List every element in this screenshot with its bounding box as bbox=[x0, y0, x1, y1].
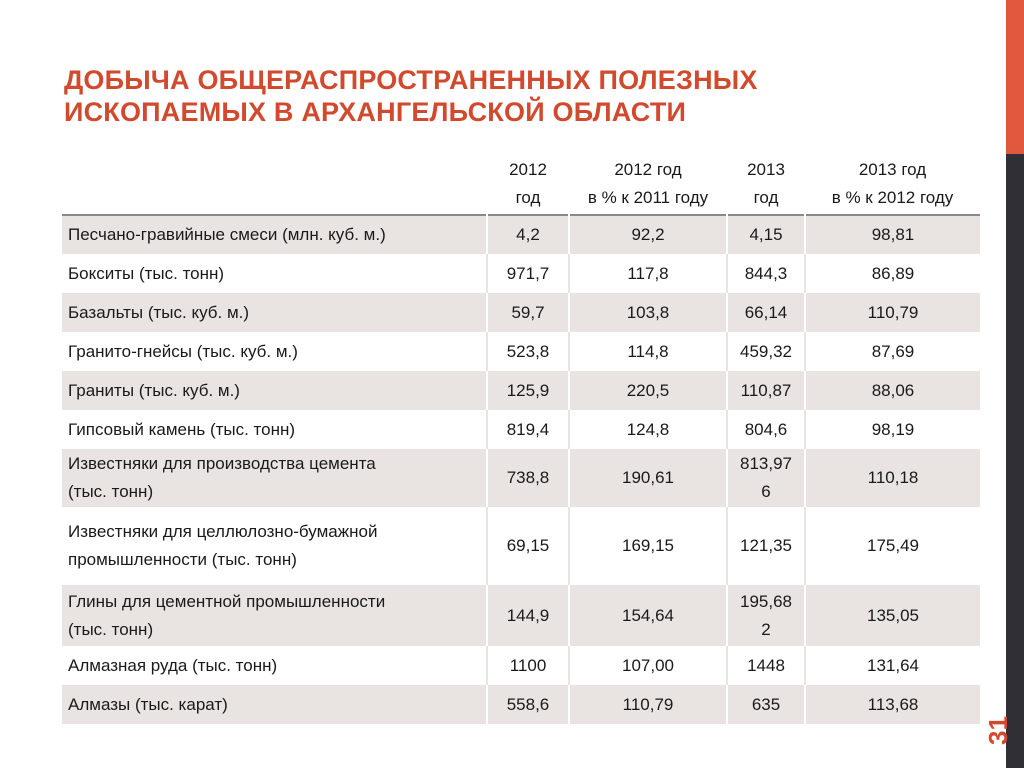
slide-title-line-2: ИСКОПАЕМЫХ В АРХАНГЕЛЬСКОЙ ОБЛАСТИ bbox=[64, 97, 687, 127]
slide-number bbox=[978, 700, 1018, 760]
cell-2013-pct: 131,64 bbox=[805, 646, 980, 685]
cell-2013 bbox=[727, 449, 805, 507]
cell-2013-pct: 135,05 bbox=[805, 585, 980, 646]
sidebar-accent-top bbox=[1006, 0, 1024, 154]
cell-2012: 819,4 bbox=[487, 410, 569, 449]
cell-2012-pct: 107,00 bbox=[569, 646, 727, 685]
cell-2012: 971,7 bbox=[487, 254, 569, 293]
header-2012-pct bbox=[569, 154, 727, 215]
cell-2013: 844,3 bbox=[727, 254, 805, 293]
cell-2013-pct: 86,89 bbox=[805, 254, 980, 293]
table-row bbox=[62, 685, 980, 724]
cell-2013-pct: 98,81 bbox=[805, 215, 980, 254]
cell-2012-pct: 117,8 bbox=[569, 254, 727, 293]
mining-table bbox=[62, 154, 980, 724]
table-row bbox=[62, 293, 980, 332]
cell-2012-pct: 103,8 bbox=[569, 293, 727, 332]
cell-2012: 523,8 bbox=[487, 332, 569, 371]
table-row bbox=[62, 449, 980, 507]
cell-2013: 1448 bbox=[727, 646, 805, 685]
cell-2013: 4,15 bbox=[727, 215, 805, 254]
slide-title-line-1: ДОБЫЧА ОБЩЕРАСПРОСТРАНЕННЫХ ПОЛЕЗНЫХ bbox=[64, 65, 758, 95]
table-row bbox=[62, 215, 980, 254]
row-name-line2: (тыс. тонн) bbox=[68, 619, 154, 639]
cell-2012: 738,8 bbox=[487, 449, 569, 507]
header-2013-pct-line1: 2013 год bbox=[858, 160, 927, 179]
header-2012-line1: 2012 bbox=[509, 160, 547, 179]
sidebar-accent-bottom bbox=[1006, 154, 1024, 768]
cell-2013: 121,35 bbox=[727, 507, 805, 585]
cell-2012-pct: 124,8 bbox=[569, 410, 727, 449]
header-2012-pct-line2: в % к 2011 году bbox=[587, 188, 709, 207]
cell-2013-pct: 110,79 bbox=[805, 293, 980, 332]
header-2013-pct-line2: в % к 2012 году bbox=[831, 188, 954, 207]
cell-2013: 635 bbox=[727, 685, 805, 724]
row-name: Бокситы (тыс. тонн) bbox=[62, 254, 487, 293]
cell-2013-pct: 88,06 bbox=[805, 371, 980, 410]
cell-2013: 459,32 bbox=[727, 332, 805, 371]
header-2013-pct bbox=[805, 154, 980, 215]
cell-2012: 144,9 bbox=[487, 585, 569, 646]
row-name: Гранито-гнейсы (тыс. куб. м.) bbox=[62, 332, 487, 371]
cell-2013-line1: 813,97 bbox=[740, 454, 792, 473]
cell-2013: 804,6 bbox=[727, 410, 805, 449]
header-2013 bbox=[727, 154, 805, 215]
cell-2012-pct: 169,15 bbox=[569, 507, 727, 585]
row-name-line1: Глины для цементной промышленности bbox=[68, 591, 386, 611]
table-row bbox=[62, 585, 980, 646]
cell-2013-pct: 98,19 bbox=[805, 410, 980, 449]
header-2012-line2: год bbox=[515, 188, 541, 207]
cell-2012: 69,15 bbox=[487, 507, 569, 585]
cell-2013-line2: 6 bbox=[761, 482, 771, 501]
row-name-line1: Известняки для производства цемента bbox=[68, 454, 376, 473]
table-header-row bbox=[62, 154, 980, 215]
table-row bbox=[62, 254, 980, 293]
table-row bbox=[62, 332, 980, 371]
row-name bbox=[62, 449, 487, 507]
cell-2012: 1100 bbox=[487, 646, 569, 685]
cell-2012-pct: 190,61 bbox=[569, 449, 727, 507]
cell-2012-pct: 154,64 bbox=[569, 585, 727, 646]
row-name: Граниты (тыс. куб. м.) bbox=[62, 371, 487, 410]
row-name: Гипсовый камень (тыс. тонн) bbox=[62, 410, 487, 449]
cell-2013-line1: 195,68 bbox=[740, 591, 792, 611]
row-name: Алмазы (тыс. карат) bbox=[62, 685, 487, 724]
cell-2012: 558,6 bbox=[487, 685, 569, 724]
cell-2012: 59,7 bbox=[487, 293, 569, 332]
slide-title bbox=[64, 64, 984, 128]
cell-2013: 110,87 bbox=[727, 371, 805, 410]
cell-2013-line2: 2 bbox=[761, 619, 771, 639]
row-name bbox=[62, 585, 487, 646]
cell-2013-pct: 113,68 bbox=[805, 685, 980, 724]
cell-2013 bbox=[727, 585, 805, 646]
header-2013-line1: 2013 bbox=[747, 160, 785, 179]
row-name-line2: промышленности (тыс. тонн) bbox=[68, 550, 297, 569]
row-name: Базальты (тыс. куб. м.) bbox=[62, 293, 487, 332]
header-2012-pct-line1: 2012 год bbox=[614, 160, 682, 179]
row-name: Алмазная руда (тыс. тонн) bbox=[62, 646, 487, 685]
cell-2012-pct: 110,79 bbox=[569, 685, 727, 724]
header-2013-line2: год bbox=[753, 188, 779, 207]
cell-2013-pct: 175,49 bbox=[805, 507, 980, 585]
cell-2012: 125,9 bbox=[487, 371, 569, 410]
row-name bbox=[62, 507, 487, 585]
slide-number-text: 31 bbox=[982, 715, 1013, 745]
cell-2012-pct: 92,2 bbox=[569, 215, 727, 254]
cell-2012-pct: 114,8 bbox=[569, 332, 727, 371]
table-row bbox=[62, 507, 980, 585]
table-row bbox=[62, 410, 980, 449]
cell-2012-pct: 220,5 bbox=[569, 371, 727, 410]
table-row bbox=[62, 646, 980, 685]
row-name: Песчано-гравийные смеси (млн. куб. м.) bbox=[62, 215, 487, 254]
row-name-line2: (тыс. тонн) bbox=[68, 482, 154, 501]
cell-2013: 66,14 bbox=[727, 293, 805, 332]
row-name-line1: Известняки для целлюлозно-бумажной bbox=[68, 522, 378, 541]
header-name bbox=[62, 154, 487, 215]
cell-2012: 4,2 bbox=[487, 215, 569, 254]
cell-2013-pct: 110,18 bbox=[805, 449, 980, 507]
table-row bbox=[62, 371, 980, 410]
header-2012 bbox=[487, 154, 569, 215]
cell-2013-pct: 87,69 bbox=[805, 332, 980, 371]
